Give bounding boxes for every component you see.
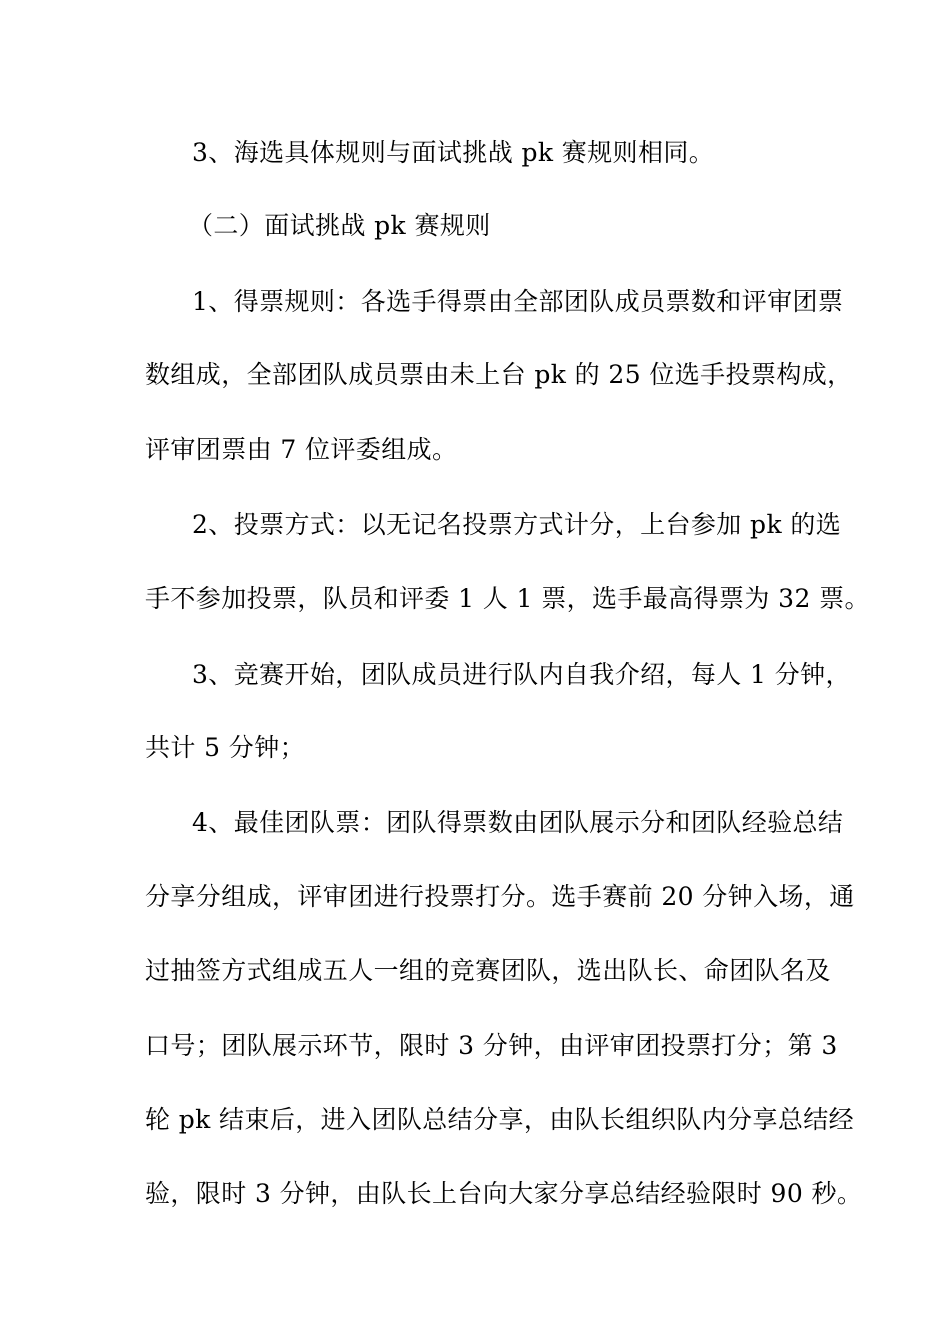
paragraph-competition-start-line-2: 共计 5 分钟； [145,733,305,762]
paragraph-voting-rules-line-3: 评审团票由 7 位评委组成。 [145,435,458,464]
paragraph-voting-rules-line-1: 1、得票规则：各选手得票由全部团队成员票数和评审团票 [192,287,844,316]
section-heading-interview-pk-rules: （二）面试挑战 pk 赛规则 [188,211,491,240]
paragraph-voting-method-line-1: 2、投票方式：以无记名投票方式计分，上台参加 pk 的选 [192,510,842,539]
paragraph-best-team-line-5: 轮 pk 结束后，进入团队总结分享，由队长组织队内分享总结经 [145,1105,855,1134]
paragraph-best-team-line-1: 4、最佳团队票：团队得票数由团队展示分和团队经验总结 [192,808,844,837]
paragraph-best-team-line-3: 过抽签方式组成五人一组的竞赛团队，选出队长、命团队名及 [145,956,831,985]
paragraph-competition-start-line-1: 3、竞赛开始，团队成员进行队内自我介绍，每人 1 分钟， [192,660,851,689]
paragraph-best-team-line-6: 验，限时 3 分钟，由队长上台向大家分享总结经验限时 90 秒。 [145,1179,863,1208]
paragraph-best-team-line-4: 口号；团队展示环节，限时 3 分钟，由评审团投票打分；第 3 [145,1031,838,1060]
paragraph-voting-rules-line-2: 数组成，全部团队成员票由未上台 pk 的 25 位选手投票构成， [145,360,853,389]
paragraph-rule-3-haixuan: 3、海选具体规则与面试挑战 pk 赛规则相同。 [192,138,715,167]
paragraph-best-team-line-2: 分享分组成，评审团进行投票打分。选手赛前 20 分钟入场，通 [145,882,855,911]
paragraph-voting-method-line-2: 手不参加投票，队员和评委 1 人 1 票，选手最高得票为 32 票。 [145,584,870,613]
